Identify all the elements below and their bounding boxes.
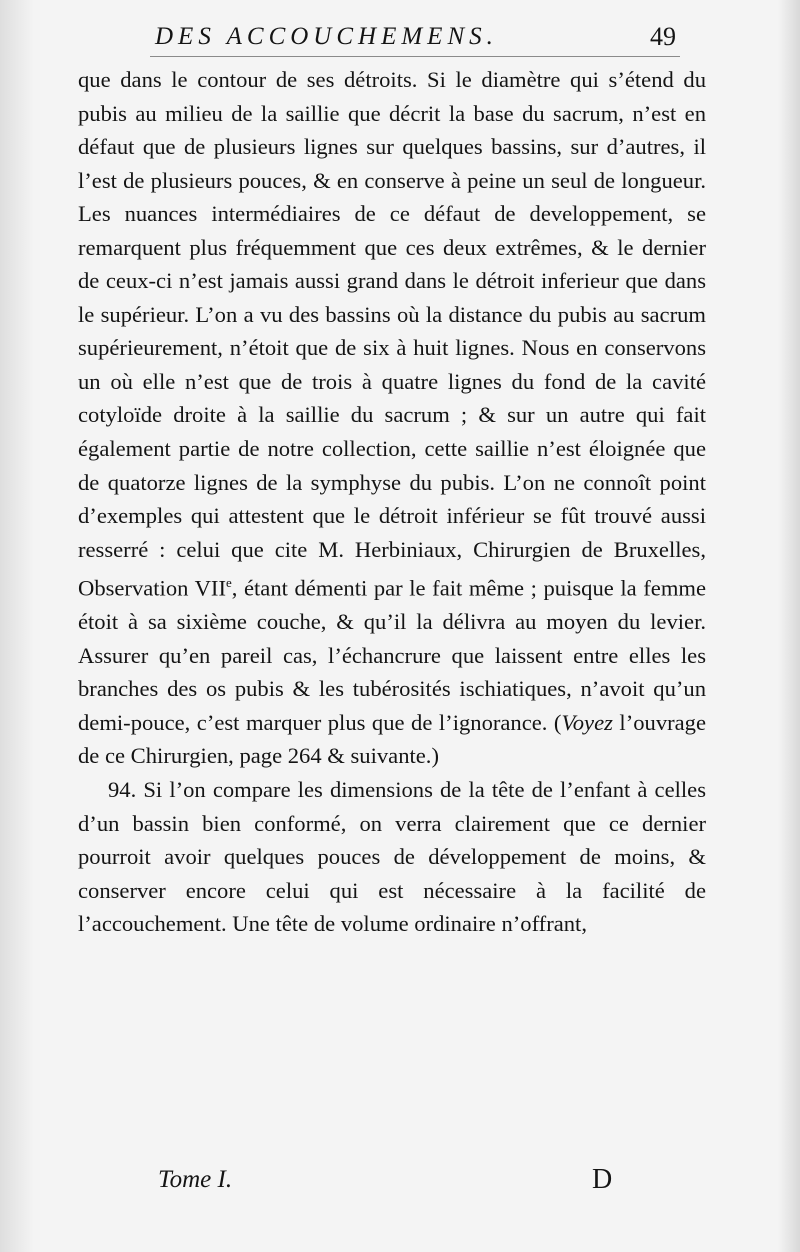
header-rule <box>150 56 680 57</box>
running-title: DES ACCOUCHEMENS. <box>155 23 498 50</box>
page-edge-right <box>778 0 800 1252</box>
paragraph-continued <box>78 63 706 773</box>
paragraph-94: 94. Si l’on compare les dimensions de la tête de l’enfant à celles d’un bassin bien conformé, on verra clairement que ce dernier pourroit avoir quelques pouces de développement de moins, & conserver encore celui qui est nécessaire à la facilité de l’accouchement. Une tête de volume ordinaire n’offrant, <box>78 777 706 937</box>
paragraph-1-end: l’ouvrage de ce Chirurgien, page 264 & suivante.) <box>78 709 707 769</box>
paragraph-1-continuation: , étant démenti par le fait même ; puisque la femme étoit à sa sixième couche, & qu’il la délivra au moyen du levier. Assurer qu’en pareil cas, l’échancrure que laissent entre elles les branches des os pubis & les tubérosités ischiatiques, n’avoit qu’un demi-pouce, c’est marquer plus que de l’ignorance. ( <box>78 575 706 735</box>
ordinal-superscript: e <box>225 575 232 591</box>
voyez-italic: Voyez <box>561 709 613 735</box>
paragraph-1-text: que dans le contour de ses détroits. Si le diamètre qui s’étend du pubis au milieu de la saillie que décrit la base du sacrum, n’est en défaut que de plusieurs lignes sur quelques bassins, sur d’autres, il l’est de plusieurs pouces, & en conserve à peine un seul de longueur. Les nuances intermédiaires de ce défaut de developpement, se remarquent plus fréquemment que ces deux extrêmes, & le dernier de ceux-ci n’est jamais aussi grand dans le détroit inferieur que dans le supérieur. L’on a vu des bassins où la distance du pubis au sacrum supérieurement, n’étoit que de six à huit lignes. Nous en conservons un où elle n’est que de trois à quatre lignes du fond de la cavité cotyloïde droite à la saillie du sacrum ; & sur un autre qui fait également partie de notre collection, cette saillie n’est éloignée que de quatorze lignes de la symphyse du pubis. L’on ne connoît point d’exemples qui attestent que le détroit inférieur se fût trouvé aussi resserré : celui que cite M. Herbiniaux, Chirurgien de Bruxelles, Observation VII <box>78 67 706 601</box>
signature-mark: D <box>592 1164 613 1195</box>
volume-signature: Tome I. <box>158 1166 233 1193</box>
body-text <box>78 63 706 941</box>
page-edge-left <box>0 0 34 1252</box>
page-number: 49 <box>650 22 676 51</box>
